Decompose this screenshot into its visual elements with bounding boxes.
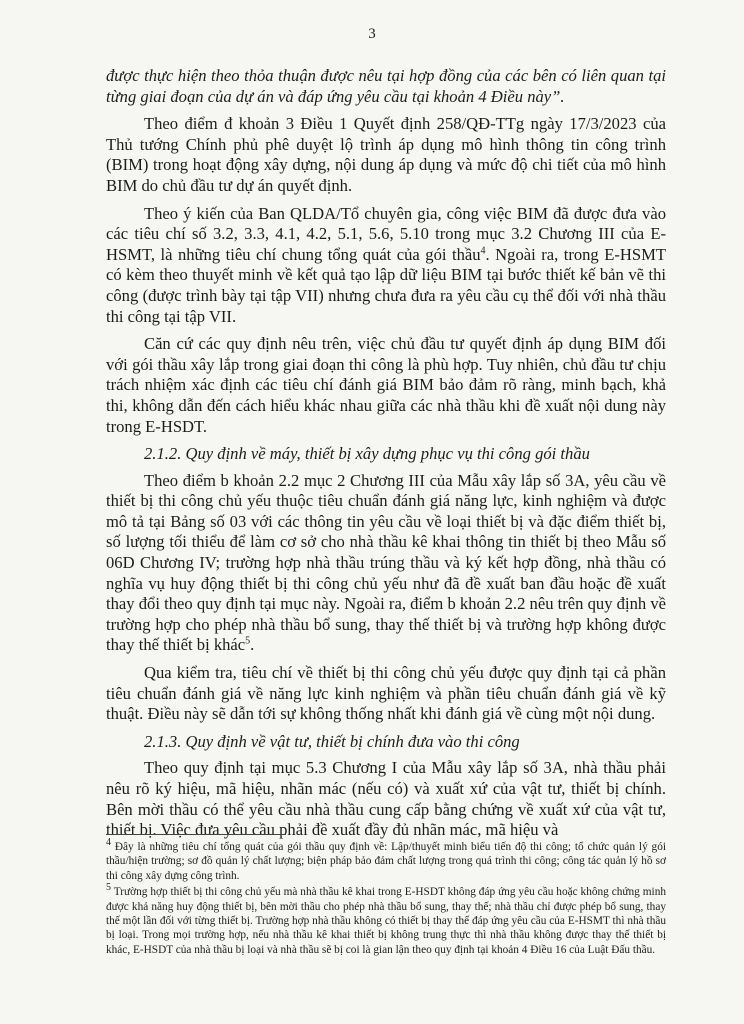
footnote-ref-5: 5 [245,635,251,647]
footnote-ref-4: 4 [480,245,486,257]
paragraph-text: . [250,635,255,655]
paragraph-bim-criteria [106,204,666,328]
paragraph-equipment-rules [106,471,666,656]
paragraph-continuation: được thực hiện theo thỏa thuận được nêu tại hợp đồng của các bên có liên quan tại từng giai đoạn của dự án và đáp ứng yêu cầu tại khoản 4 Điều này”. [106,66,666,106]
section-heading-2-1-3: 2.1.3. Quy định về vật tư, thiết bị chính đưa vào thi công [144,731,520,751]
footnote-5 [106,882,666,957]
document-body [106,66,666,848]
paragraph-bim-conclusion: Căn cứ các quy định nêu trên, việc chủ đầu tư quyết định áp dụng BIM đối với gói thầu xây lắp trong giai đoạn thi công là phù hợp. Tuy nhiên, chủ đầu tư chịu trách nhiệm xác định các tiêu chí đánh giá BIM bảo đảm rõ ràng, minh bạch, khả thi, không dẫn đến cách hiểu khác nhau giữa các nhà thầu khi đề xuất nội dung này trong E-HSDT. [106,334,666,436]
section-heading-2-1-2: 2.1.2. Quy định về máy, thiết bị xây dựng phục vụ thi công gói thầu [144,444,590,464]
paragraph-text: Theo ý kiến của Ban QLDA/Tổ chuyên gia, công việc BIM đã được đưa vào các tiêu chí số 3.2, 3.3, 4.1, 4.2, 5.1, 5.6, 5.10 trong mục 3.2 Chương III của E-HSMT, là những tiêu chí chung tổng quát của gói thầu [106,203,666,264]
paragraph-decision-258: Theo điểm đ khoản 3 Điều 1 Quyết định 258/QĐ-TTg ngày 17/3/2023 của Thủ tướng Chính phủ phê duyệt lộ trình áp dụng mô hình thông tin công trình (BIM) trong hoạt động xây dựng, nội dung áp dụng và mức độ chi tiết của mô hình BIM do chủ đầu tư dự án quyết định. [106,114,666,195]
footnote-mark: 5 [106,882,111,894]
footnote-4 [106,837,666,883]
footnotes [106,837,666,959]
footnote-mark: 4 [106,837,111,849]
footnote-separator [106,834,286,835]
paragraph-text: . Ngoài ra, trong E-HSMT có kèm theo thuyết minh về kết quả tạo lập dữ liệu BIM tại bước thiết kế bản vẽ thi công (được trình bày tại tập VII) nhưng chưa đưa ra yêu cầu cụ thể đối với nhà thầu thi công tại tập VII. [106,244,666,326]
paragraph-materials-rules: Theo quy định tại mục 5.3 Chương I của Mẫu xây lắp số 3A, nhà thầu phải nêu rõ ký hiệu, mã hiệu, nhãn mác (nếu có) và xuất xứ của vật tư, thiết bị chính. Bên mời thầu có thể yêu cầu nhà thầu cung cấp bằng chứng về xuất xứ của vật tư, thiết bị. Việc đưa yêu cầu phải đề xuất đầy đủ nhãn mác, mã hiệu và [106,758,666,840]
paragraph-text: Theo điểm b khoản 2.2 mục 2 Chương III của Mẫu xây lắp số 3A, yêu cầu về thiết bị thi công chủ yếu thuộc tiêu chuẩn đánh giá năng lực, kinh nghiệm và được mô tả tại Bảng số 03 với các thông tin yêu cầu về loại thiết bị và đặc điểm thiết bị, số lượng tối thiểu để làm cơ sở cho nhà thầu kê khai thông tin thiết bị theo Mẫu số 06D Chương IV; trường hợp nhà thầu trúng thầu và ký kết hợp đồng, nhà thầu có nghĩa vụ huy động thiết bị thi công chủ yếu như đã đề xuất ban đầu hoặc đề xuất thay đổi theo quy định tại mục này. Ngoài ra, điểm b khoản 2.2 nêu trên quy định về trường hợp cho phép nhà thầu bổ sung, thay thế thiết bị và trường hợp không được thay thế thiết bị khác [106,470,666,655]
footnote-text: Đây là những tiêu chí tổng quát của gói thầu quy định về: Lập/thuyết minh biểu tiến độ thi công; tổ chức quản lý gói thầu/hiện trường; sơ đồ quản lý chất lượng; biện pháp bảo đảm chất lượng trong quá trình thi công; công tác quản lý hồ sơ thi công xây dựng công trình. [106,841,666,882]
paragraph-equipment-check: Qua kiểm tra, tiêu chí về thiết bị thi công chủ yếu được quy định tại cả phần tiêu chuẩn đánh giá về năng lực kinh nghiệm và phần tiêu chuẩn đánh giá về kỹ thuật. Điều này sẽ dẫn tới sự không thống nhất khi đánh giá về cùng một nội dung. [106,663,666,724]
footnote-text: Trường hợp thiết bị thi công chủ yếu mà nhà thầu kê khai trong E-HSDT không đáp ứng yêu cầu hoặc không chứng minh được khả năng huy động thiết bị, bên mời thầu cho phép nhà thầu bổ sung, thay thế; nhà thầu chỉ được phép bổ sung, thay thế một lần đối với từng thiết bị. Trường hợp nhà thầu không có thiết bị thay thế đáp ứng yêu cầu của E-HSMT thì nhà thầu bị loại. Trong mọi trường hợp, nếu nhà thầu kê khai thiết bị không trung thực thì nhà thầu không được thay thế thiết bị khác, E-HSDT của nhà thầu bị loại và nhà thầu sẽ bị coi là gian lận theo quy định tại khoản 4 Điều 16 của Luật Đấu thầu. [106,886,666,956]
page-number: 3 [368,26,376,42]
